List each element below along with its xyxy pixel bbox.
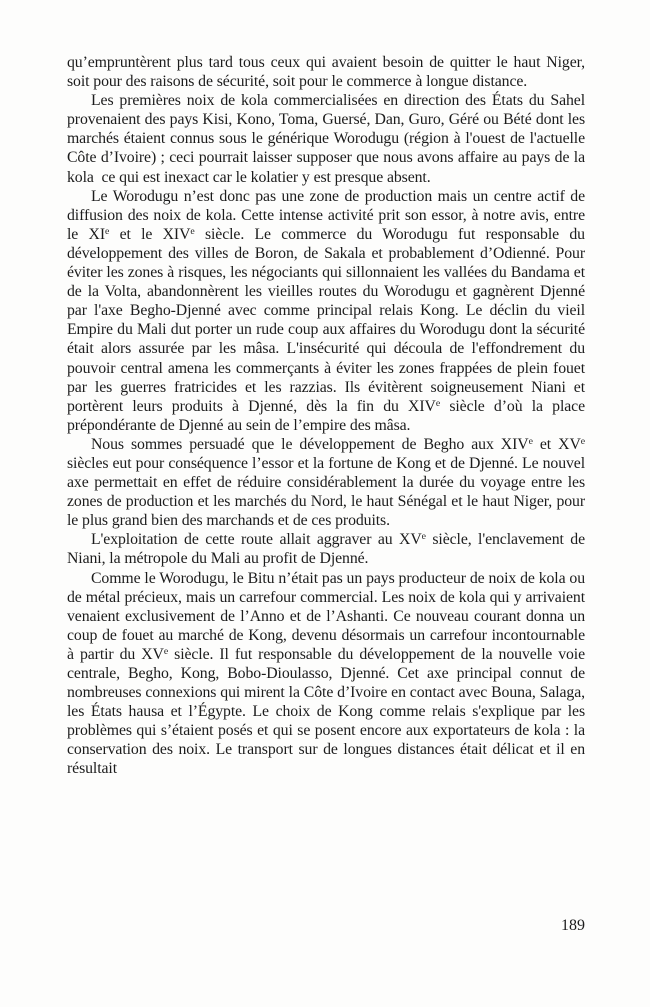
page-number: 189 — [561, 917, 585, 934]
paragraph-worodugu-diffusion: Le Worodugu n’est donc pas une zone de production mais un centre actif de diffusion des noix de kola. Cette intense activité prit son essor, à notre avis, entre le XIe et le XIVe siècle. Le commerce du Worodugu fut responsable du développement des villes de Boron, de Sakala et probablement d’Odienné. Pour éviter les zones à risques, les négociants qui sillonnaient les vallées du Bandama et de la Volta, abandonnèrent les vieilles routes du Worodugu et gagnèrent Djenné par l'axe Begho-Djenné avec comme principal relais Kong. Le déclin du vieil Empire du Mali dut porter un rude coup aux affaires du Worodugu dont la sécurité était alors assurée par les mâsa. L'insécurité qui découla de l'effondrement du pouvoir central amena les commerçants à éviter les zones frappées de plein fouet par les guerres fratricides et les razzias. Ils évitèrent soigneusement Niani et portèrent leurs produits à Djenné, dès la fin du XIVe siècle d’où la place prépondérante de Djenné au sein de l’empire des mâsa. — [67, 187, 585, 434]
paragraph-bitu-carrefour: Comme le Worodugu, le Bitu n’était pas un pays producteur de noix de kola ou de métal précieux, mais un carrefour commercial. Les noix de kola qui y arrivaient venaient exclusivement de l’Anno et de l’Ashanti. Ce nouveau courant donna un coup de fouet au marché de Kong, devenu désormais un carrefour incontournable à partir du XVe siècle. Il fut responsable du développement de la nouvelle voie centrale, Begho, Kong, Bobo-Dioulasso, Djenné. Cet axe principal connut de nombreuses connexions qui mirent la Côte d’Ivoire en contact avec Bouna, Salaga, les États hausa et l’Égypte. Le choix de Kong comme relais s'explique par les problèmes qui s’étaient posés et qui se posent encore aux exportateurs de kola : la conservation des noix. Le transport sur de longues distances était délicat et il en résultait — [67, 569, 585, 778]
paragraph-premieres-noix: Les premières noix de kola commercialisées en direction des États du Sahel provenaient des pays Kisi, Kono, Toma, Guersé, Dan, Guro, Géré ou Bété dont les marchés étaient connus sous le générique Worodugu (région à l'ouest de l'actuelle Côte d’Ivoire) ; ceci pourrait laisser supposer que nous avons affaire au pays de la kola ce qui est inexact car le kolatier y est presque absent. — [67, 92, 585, 186]
paragraph-begho-developpement: Nous sommes persuadé que le développement de Begho aux XIVe et XVe siècles eut pour conséquence l’essor et la fortune de Kong et de Djenné. Le nouvel axe permettait en effet de réduire considérablement la durée du voyage entre les zones de production et les marchés du Nord, le haut Sénégal et le haut Niger, pour le plus grand bien des marchands et de ces produits. — [67, 435, 585, 530]
body-text — [67, 53, 585, 779]
paragraph-exploitation-route: L'exploitation de cette route allait aggraver au XVe siècle, l'enclavement de Niani, la métropole du Mali au profit de Djenné. — [67, 531, 585, 568]
paragraph-continuation: qu’empruntèrent plus tard tous ceux qui avaient besoin de quitter le haut Niger, soit pour des raisons de sécurité, soit pour le commerce à longue distance. — [67, 54, 585, 91]
